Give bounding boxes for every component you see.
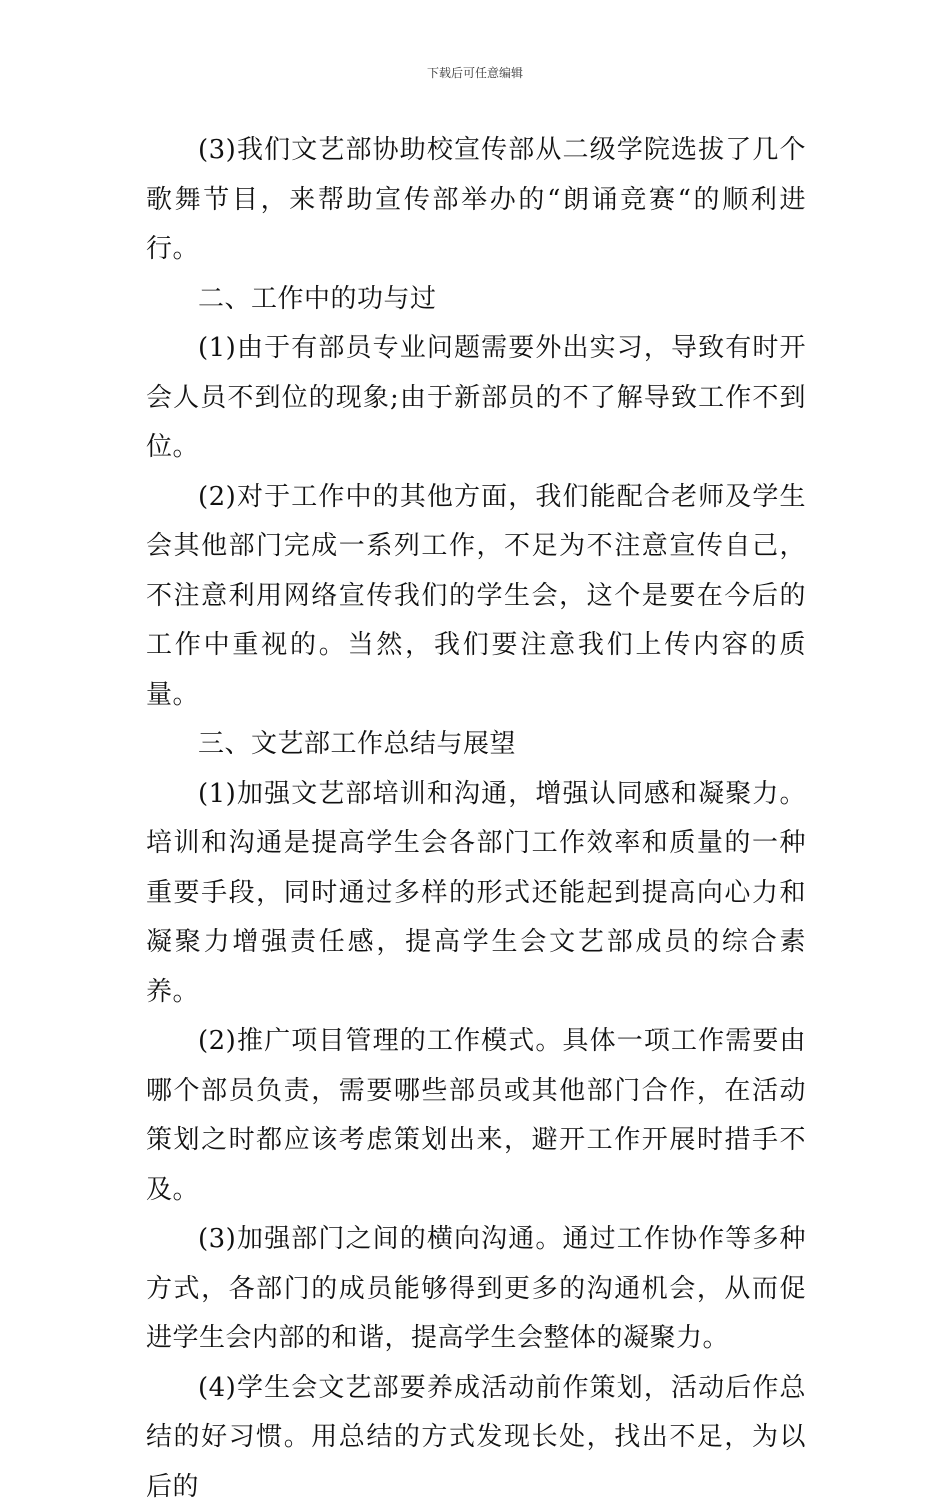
paragraph-section-3-item-4: (4)学生会文艺部要养成活动前作策划，活动后作总结的好习惯。用总结的方式发现长处，找出不足，为以后的 <box>146 1364 806 1512</box>
paragraph-section-3-item-3: (3)加强部门之间的横向沟通。通过工作协作等多种方式，各部门的成员能够得到更多的沟通机会，从而促进学生会内部的和谐，提高学生会整体的凝聚力。 <box>146 1215 806 1364</box>
paragraph-section-1-item-3: (3)我们文艺部协助校宣传部从二级学院选拔了几个歌舞节目，来帮助宣传部举办的“朗诵竞赛“的顺利进行。 <box>146 126 806 275</box>
paragraph-section-3-item-1: (1)加强文艺部培训和沟通，增强认同感和凝聚力。培训和沟通是提高学生会各部门工作效率和质量的一种重要手段，同时通过多样的形式还能起到提高向心力和凝聚力增强责任感，提高学生会文艺部成员的综合素养。 <box>146 770 806 1018</box>
paragraph-section-2-item-1: (1)由于有部员专业问题需要外出实习，导致有时开会人员不到位的现象;由于新部员的不了解导致工作不到位。 <box>146 324 806 473</box>
page-header: 下载后可任意编辑 <box>0 64 950 81</box>
paragraph-section-2-item-2: (2)对于工作中的其他方面，我们能配合老师及学生会其他部门完成一系列工作，不足为不注意宣传自己，不注意利用网络宣传我们的学生会，这个是要在今后的工作中重视的。当然，我们要注意我们上传内容的质量。 <box>146 473 806 721</box>
paragraph-section-3-item-2: (2)推广项目管理的工作模式。具体一项工作需要由哪个部员负责，需要哪些部员或其他部门合作，在活动策划之时都应该考虑策划出来，避开工作开展时措手不及。 <box>146 1017 806 1215</box>
heading-section-3: 三、文艺部工作总结与展望 <box>146 720 806 770</box>
document-body <box>146 126 806 1512</box>
heading-section-2: 二、工作中的功与过 <box>146 275 806 325</box>
